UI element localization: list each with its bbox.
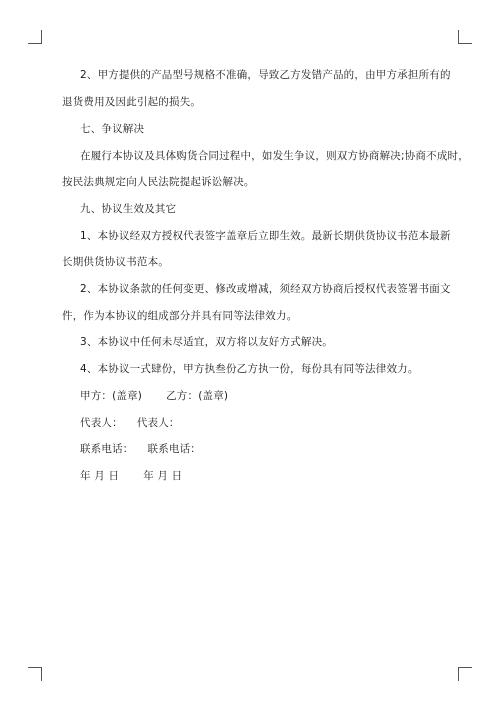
party-a-phone-label: 联系电话： [80,443,134,455]
paragraph-line: 按民法典规定向人民法院提起诉讼解决。 [62,176,255,188]
crop-mark-top-left [28,30,42,44]
signature-line-party [80,390,228,403]
signature-line-phone [80,443,201,456]
paragraph-line: 2、本协议条款的任何变更、修改或增减，须经双方协商后授权代表签署书面文 [80,283,451,295]
crop-mark-top-right [458,30,472,44]
party-a-date-label: 年 月 日 [80,470,120,482]
party-b-seal-label: 乙方：(盖章) [166,390,229,402]
paragraph-line: 在履行本协议及具体购货合同过程中，如发生争议，则双方协商解决;协商不成时， [80,150,469,162]
party-b-representative-label: 代表人： [136,417,180,429]
crop-mark-bottom-left [28,667,42,681]
party-b-phone-label: 联系电话： [147,443,201,455]
paragraph-line: 长期供货协议书范本。 [62,256,169,268]
paragraph-line: 1、本协议经双方授权代表签字盖章后立即生效。最新长期供货协议书范本最新 [80,230,451,242]
party-a-representative-label: 代表人： [80,417,123,429]
crop-mark-bottom-right [458,667,472,681]
signature-line-representative [80,417,180,430]
paragraph-line: 件，作为本协议的组成部分并具有同等法律效力。 [62,310,298,322]
party-b-date-label: 年 月 日 [143,470,183,482]
paragraph-line: 4、本协议一式肆份，甲方执叁份乙方执一份，每份具有同等法律效力。 [80,363,419,375]
signature-line-date [80,470,182,483]
party-a-seal-label: 甲方：(盖章) [80,390,143,402]
paragraph-line: 2、甲方提供的产品型号规格不准确，导致乙方发错产品的，由甲方承担所有的 [80,69,451,81]
section-heading: 九、协议生效及其它 [80,203,177,215]
section-heading: 七、争议解决 [80,123,145,135]
paragraph-line: 退货费用及因此引起的损失。 [62,96,202,108]
paragraph-line: 3、本协议中任何未尽适宜，双方将以友好方式解决。 [80,336,333,348]
